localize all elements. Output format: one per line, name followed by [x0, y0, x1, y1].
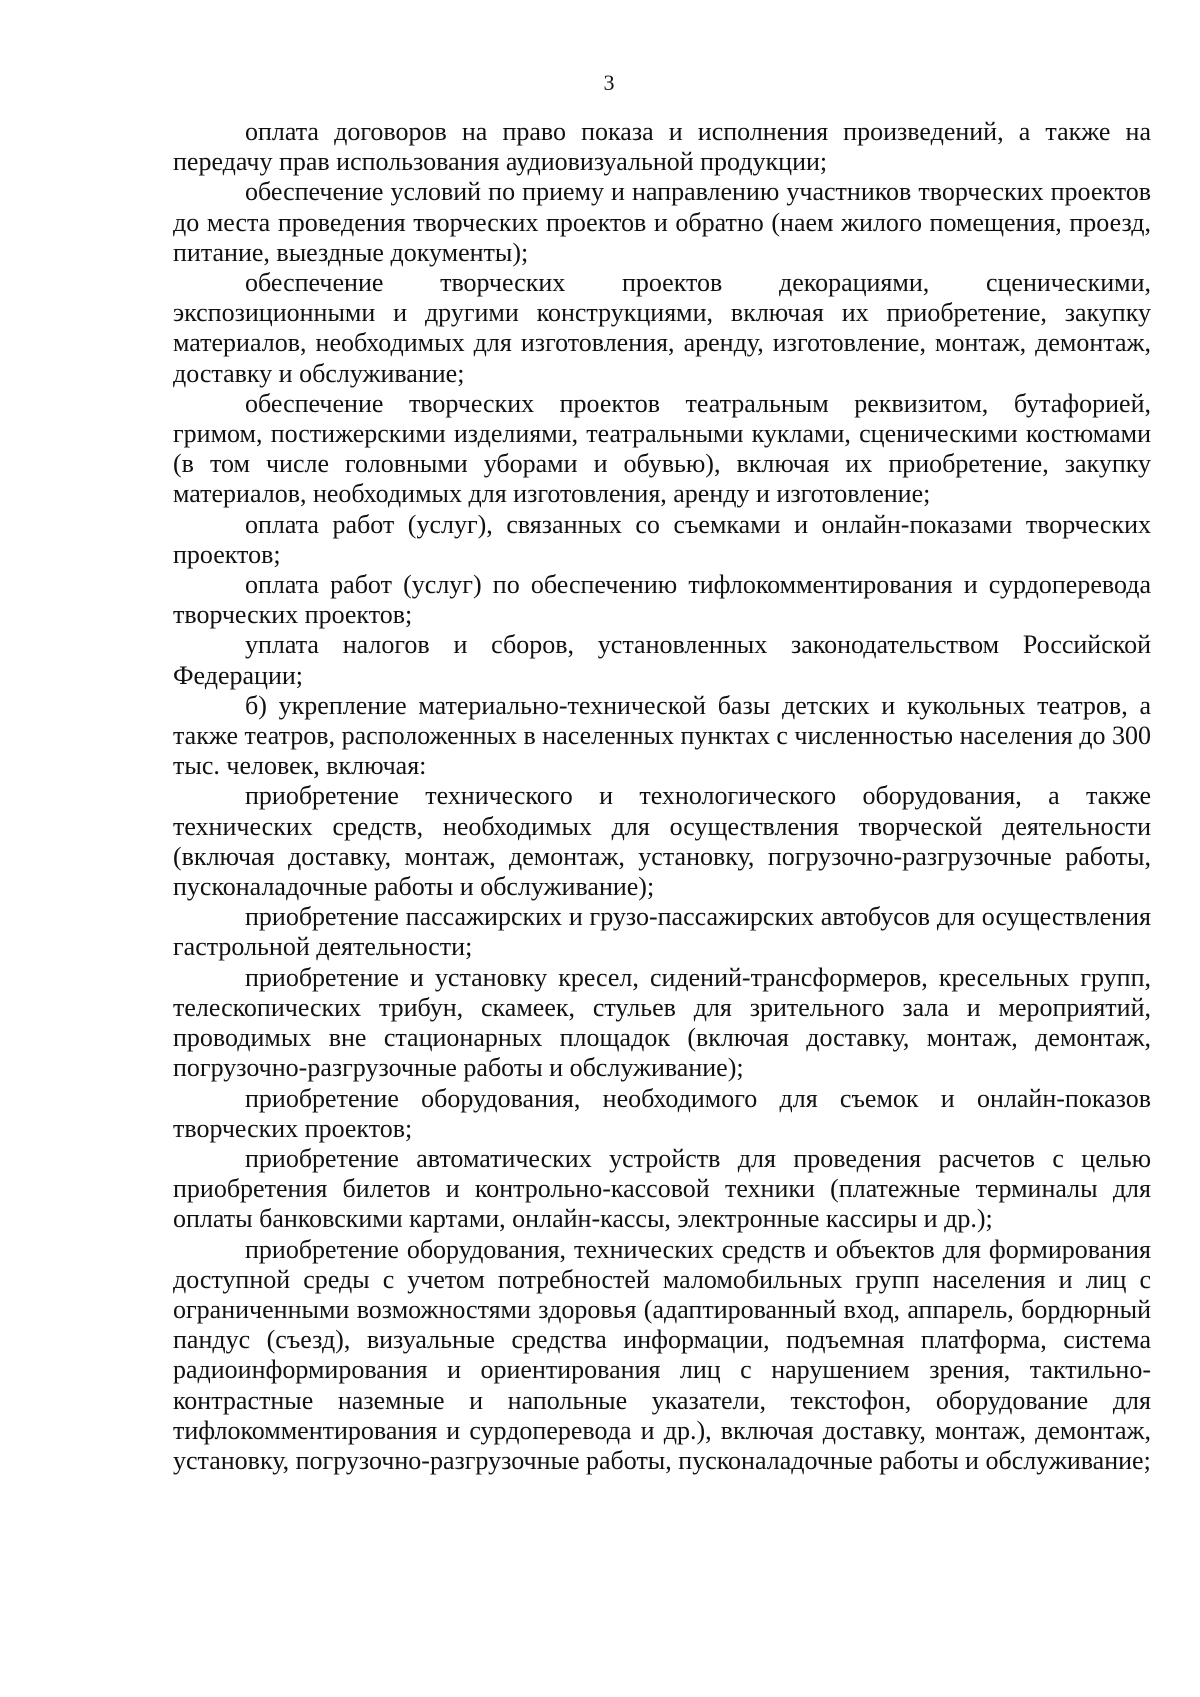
paragraph: приобретение и установку кресел, сидений-трансформеров, кресельных групп, телескопических трибун, скамеек, стульев для зрительного зала и мероприятий, проводимых вне стационарных площадок (включая доставку, монтаж, демонтаж, погрузочно-разгрузочные работы и обслуживание);	[173, 962, 1151, 1083]
paragraph: уплата налогов и сборов, установленных законодательством Российской Федерации;	[173, 630, 1151, 690]
paragraph: оплата договоров на право показа и исполнения произведений, а также на передачу прав использования аудиовизуальной продукции;	[173, 117, 1151, 177]
paragraph: обеспечение творческих проектов декорациями, сценическими, экспозиционными и другими конструкциями, включая их приобретение, закупку материалов, необходимых для изготовления, аренду, изготовление, монтаж, демонтаж, доставку и обслуживание;	[173, 268, 1151, 388]
paragraph: приобретение пассажирских и грузо-пассажирских автобусов для осуществления гастрольной деятельности;	[173, 902, 1151, 962]
paragraph: б) укрепление материально-технической базы детских и кукольных театров, а также театров, расположенных в населенных пунктах с численностью населения до 300 тыс. человек, включая:	[173, 690, 1151, 781]
paragraph: обеспечение творческих проектов театральным реквизитом, бутафорией, гримом, постижерскими изделиями, театральными куклами, сценическими костюмами (в том числе головными уборами и обувью), включая их приобретение, закупку материалов, необходимых для изготовления, аренду и изготовление;	[173, 388, 1151, 509]
paragraph: оплата работ (услуг) по обеспечению тифлокомментирования и сурдоперевода творческих проектов;	[173, 570, 1151, 630]
paragraph: обеспечение условий по приему и направлению участников творческих проектов до места проведения творческих проектов и обратно (наем жилого помещения, проезд, питание, выездные документы);	[173, 177, 1151, 267]
paragraph: приобретение оборудования, технических средств и объектов для формирования доступной среды с учетом потребностей маломобильных групп населения и лиц с ограниченными возможностями здоровья (адаптированный вход, аппарель, бордюрный пандус (съезд), визуальные средства информации, подъемная платформа, система радиоинформирования и ориентирования лиц с нарушением зрения, тактильно-контрастные наземные и напольные указатели, текстофон, оборудование для тифлокомментирования и сурдоперевода и др.), включая доставку, монтаж, демонтаж, установку, погрузочно-разгрузочные работы, пусконаладочные работы и обслуживание;	[173, 1234, 1151, 1475]
page-number: 3	[603, 70, 615, 95]
paragraph: приобретение автоматических устройств для проведения расчетов с целью приобретения билетов и контрольно-кассовой техники (платежные терминалы для оплаты банковскими картами, онлайн-кассы, электронные кассиры и др.);	[173, 1143, 1151, 1234]
document-body	[173, 117, 1151, 1476]
paragraph: приобретение технического и технологического оборудования, а также технических средств, необходимых для осуществления творческой деятельности (включая доставку, монтаж, демонтаж, установку, погрузочно-разгрузочные работы, пусконаладочные работы и обслуживание);	[173, 781, 1151, 902]
paragraph: оплата работ (услуг), связанных со съемками и онлайн-показами творческих проектов;	[173, 509, 1151, 569]
paragraph: приобретение оборудования, необходимого для съемок и онлайн-показов творческих проектов;	[173, 1083, 1151, 1143]
